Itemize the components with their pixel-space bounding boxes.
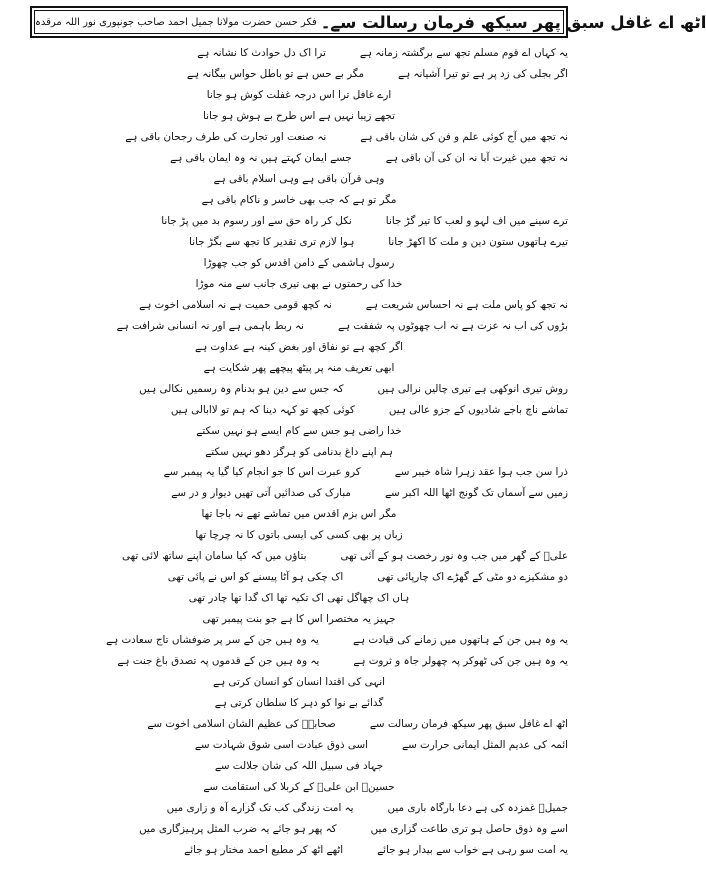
couplet-refrain: حسینؓ ابن علیؓ کے کربلا کی استقامت سے: [203, 781, 395, 794]
verse-second-half: جسے ایمان کہتے ہیں نہ وہ ایمان باقی ہے: [170, 151, 352, 164]
poem-line: [30, 67, 568, 81]
verse-first-half: اگر بجلی کی زد پر ہے تو تیرا آشیانہ ہے: [398, 67, 568, 80]
verse-second-half: نہ کچھ قومی حمیت ہے نہ اسلامی اخوت ہے: [139, 298, 332, 311]
title-inner-frame: [34, 10, 706, 34]
verse-second-half: یہ امت زندگی کب تک گزارے آہ و زاری میں: [166, 802, 354, 815]
couplet-refrain: اگر کچھ ہے تو نفاق اور بغض کینہ ہے عداوت ہے: [195, 340, 403, 353]
verse-second-half: اک چکی ہو آٹا پیسنے کو اس نے پائی تھی: [167, 571, 344, 584]
poem-title: اٹھ اے غافل سبق پھر سیکھ فرمان رسالت سے۔: [320, 12, 706, 32]
verse-first-half: نہ تجھ کو پاس ملت ہے نہ احساس شریعت ہے: [365, 298, 568, 311]
verse-second-half: مبارک کی صدائیں آتی تھیں دیوار و در سے: [171, 487, 351, 500]
verse-first-half: علیؓ کے گھر میں جب وہ نور رخصت ہو کے آئی تھی: [340, 550, 568, 563]
poem-line: [30, 256, 568, 270]
verse-first-half: یہ وہ ہیں جن کے ہاتھوں میں زمانے کی قیادت ہے: [352, 634, 568, 647]
poem-line: [30, 549, 568, 563]
poem-line: [30, 298, 568, 312]
poem-line: [30, 130, 568, 144]
poem-line: [30, 822, 568, 836]
poem-line: [30, 717, 568, 731]
poem-line: [30, 424, 568, 438]
verse-first-half: نہ تجھ میں آج کوئی علم و فن کی شان باقی ہے: [360, 130, 568, 143]
poem-line: [30, 570, 568, 584]
poem-line: [30, 759, 568, 773]
verse-second-half: کوئی کچھ تو کہہ دینا کہ ہم تو لاابالی ہیں: [170, 403, 355, 416]
verse-first-half: اسے وہ ذوق حاصل ہو تری طاعت گزاری میں: [370, 823, 568, 836]
verse-second-half: ترا اک دل حوادث کا نشانہ ہے: [197, 47, 326, 59]
poem-line: [30, 843, 568, 857]
verse-second-half: کرو عبرت اس کا جو انجام کیا گیا یہ پیمبر سے: [163, 466, 361, 479]
couplet-refrain: انہی کی اقتدا انسان کو انسان کرتی ہے: [213, 676, 385, 689]
couplet-refrain: ارے غافل ترا اس درجہ غفلت کوش ہو جانا: [206, 88, 392, 101]
couplet-refrain: گدائے بے نوا کو دہر کا سلطان کرتی ہے: [214, 697, 384, 710]
couplet-refrain: رسول ہاشمی کے دامن اقدس کو جب چھوڑا: [203, 256, 395, 269]
verse-second-half: کہ پھر ہو جائے یہ ضرب المثل پرہیزگاری میں: [139, 823, 337, 836]
couplet-refrain: خدا کی رحمتوں نے بھی تیری جانب سے منہ موڑا: [195, 277, 403, 290]
verse-second-half: اسی ذوق عبادت اسی شوق شہادت سے: [194, 739, 369, 752]
verse-second-half: یہ وہ ہیں جن کے سر پر ضوفشاں تاج سعادت ہے: [106, 634, 319, 647]
poem-line: [30, 46, 568, 60]
verse-second-half: یہ وہ ہیں جن کے قدموں پہ تصدق باغ جنت ہے: [117, 655, 320, 668]
poem-line: [30, 214, 568, 228]
poem-line: [30, 172, 568, 186]
verse-first-half: تیرے ہاتھوں ستون دین و ملت کا اکھڑ جانا: [388, 235, 568, 248]
poem-line: [30, 738, 568, 752]
couplet-refrain: ہم اپنے داغ بدنامی کو ہرگز دھو نہیں سکتے: [205, 445, 393, 458]
poem-line: [30, 151, 568, 165]
verse-first-half: اٹھ اے غافل سبق پھر سیکھ فرمان رسالت سے: [369, 718, 568, 731]
couplet-refrain: ابھی تعریف منہ پر پیٹھ پیچھے پھر شکایت ہے: [203, 361, 395, 374]
verse-first-half: زمیں سے آسماں تک گونج اٹھا اللہ اکبر سے: [384, 487, 568, 500]
couplet-refrain: جہاد فی سبیل اللہ کی شان جلالت سے: [214, 760, 384, 773]
poem-line: [30, 465, 568, 479]
poem-line: [30, 612, 568, 626]
poem-line: [30, 591, 568, 605]
verse-second-half: کہ جس سے دین ہو بدنام وہ رسمیں نکالی ہیں: [139, 382, 344, 395]
verse-first-half: دو مشکیزے دو مٹی کے گھڑے اک چارپائی تھی: [377, 571, 568, 584]
verse-first-half: یہ کہاں اے قوم مسلم تجھ سے برگشتہ زمانہ ہے: [359, 47, 568, 59]
verse-first-half: روش تیری انوکھی ہے تیری چالیں نرالی ہیں: [377, 382, 568, 395]
poem-line: [30, 780, 568, 794]
poem-line: [30, 675, 568, 689]
poem-line: [30, 801, 568, 815]
poem-line: [30, 445, 568, 459]
verse-first-half: یہ امت سو رہی ہے خواب سے بیدار ہو جائے: [377, 844, 568, 857]
poem-line: [30, 528, 568, 542]
poem-line: [30, 486, 568, 500]
couplet-refrain: مگر اس بزم اقدس میں تماشے تھے نہ باجا تھا: [201, 508, 397, 521]
poem-line: [30, 633, 568, 647]
couplet-refrain: تجھے زیبا نہیں ہے اس طرح بے ہوش ہو جانا: [203, 109, 395, 122]
poem-line: [30, 507, 568, 521]
couplet-refrain: خدا راضی ہو جس سے کام ایسے ہو نہیں سکتے: [196, 424, 402, 437]
verse-second-half: نہ ربط باہمی ہے اور نہ انسانی شرافت ہے: [116, 319, 304, 332]
poem-line: [30, 193, 568, 207]
poem-line: [30, 696, 568, 710]
verse-first-half: ترے سینے میں اف لہو و لعب کا تیر گڑ جانا: [385, 214, 568, 227]
poem-line: [30, 88, 568, 102]
verse-first-half: نہ تجھ میں غیرت آبا نہ ان کی آن باقی ہے: [385, 151, 568, 164]
verse-second-half: اٹھے اٹھ کر مطیع احمد مختار ہو جائے: [184, 844, 344, 857]
couplet-refrain: زباں پر بھی کسی کی ایسی باتوں کا نہ چرچا تھا: [195, 529, 403, 542]
title-frame: [30, 6, 706, 38]
poem-line: [30, 340, 568, 354]
couplet-refrain: جہیز یہ مختصرا اس کا ہے جو بنت پیمبر تھی: [202, 613, 396, 626]
couplet-refrain: وہی قرآن باقی ہے وہی اسلام باقی ہے: [213, 172, 385, 185]
poem-body: [30, 46, 568, 864]
verse-second-half: صحابہؓ کی عظیم الشان اسلامی اخوت سے: [147, 718, 336, 731]
poem-line: [30, 109, 568, 123]
poem-line: [30, 382, 568, 396]
poem-line: [30, 403, 568, 417]
verse-first-half: یہ وہ ہیں جن کی ٹھوکر پہ چھولر جاہ و ثروت ہے: [353, 655, 568, 668]
verse-second-half: ہوا لازم تری تقدیر کا تجھ سے بگڑ جانا: [189, 235, 355, 248]
couplet-refrain: ہاں اک چھاگل تھی اک تکیہ تھا اک گدا تھا چادر تھی: [188, 592, 410, 605]
verse-first-half: ذرا سن جب ہوا عقد زہرا شاہ خیبر سے: [394, 466, 568, 479]
verse-first-half: جمیلؔ غمزدہ کی ہے دعا بارگاہ باری میں: [387, 802, 568, 815]
verse-first-half: ائمہ کی عدیم المثل ایمانی حرارت سے: [402, 739, 568, 752]
verse-first-half: تماشے ناچ باجے شادیوں کے جزو عالی ہیں: [388, 403, 568, 416]
poem-line: [30, 277, 568, 291]
couplet-refrain: مگر تو ہے کہ جب بھی خاسر و ناکام باقی ہے: [201, 193, 397, 206]
verse-first-half: بڑوں کی اب نہ عزت ہے نہ اب چھوٹوں پہ شفقت ہے: [337, 319, 568, 332]
poem-line: [30, 654, 568, 668]
poem-author-credit: فکر حسن حضرت مولانا جمیل احمد صاحب جونپوری نور اللہ مرقدہ: [35, 16, 317, 28]
verse-second-half: نہ صنعت اور تجارت کی طرف رجحان باقی ہے: [125, 130, 327, 143]
verse-second-half: نکل کر راہ حق سے اور رسوم بد میں پڑ جانا: [161, 214, 352, 227]
poem-line: [30, 361, 568, 375]
verse-second-half: مگر بے حس ہے تو باطل حواس بیگانہ ہے: [186, 67, 365, 80]
poem-line: [30, 319, 568, 333]
verse-second-half: بتاؤں میں کہ کیا سامان اپنے ساتھ لائی تھی: [122, 550, 307, 563]
poem-line: [30, 235, 568, 249]
